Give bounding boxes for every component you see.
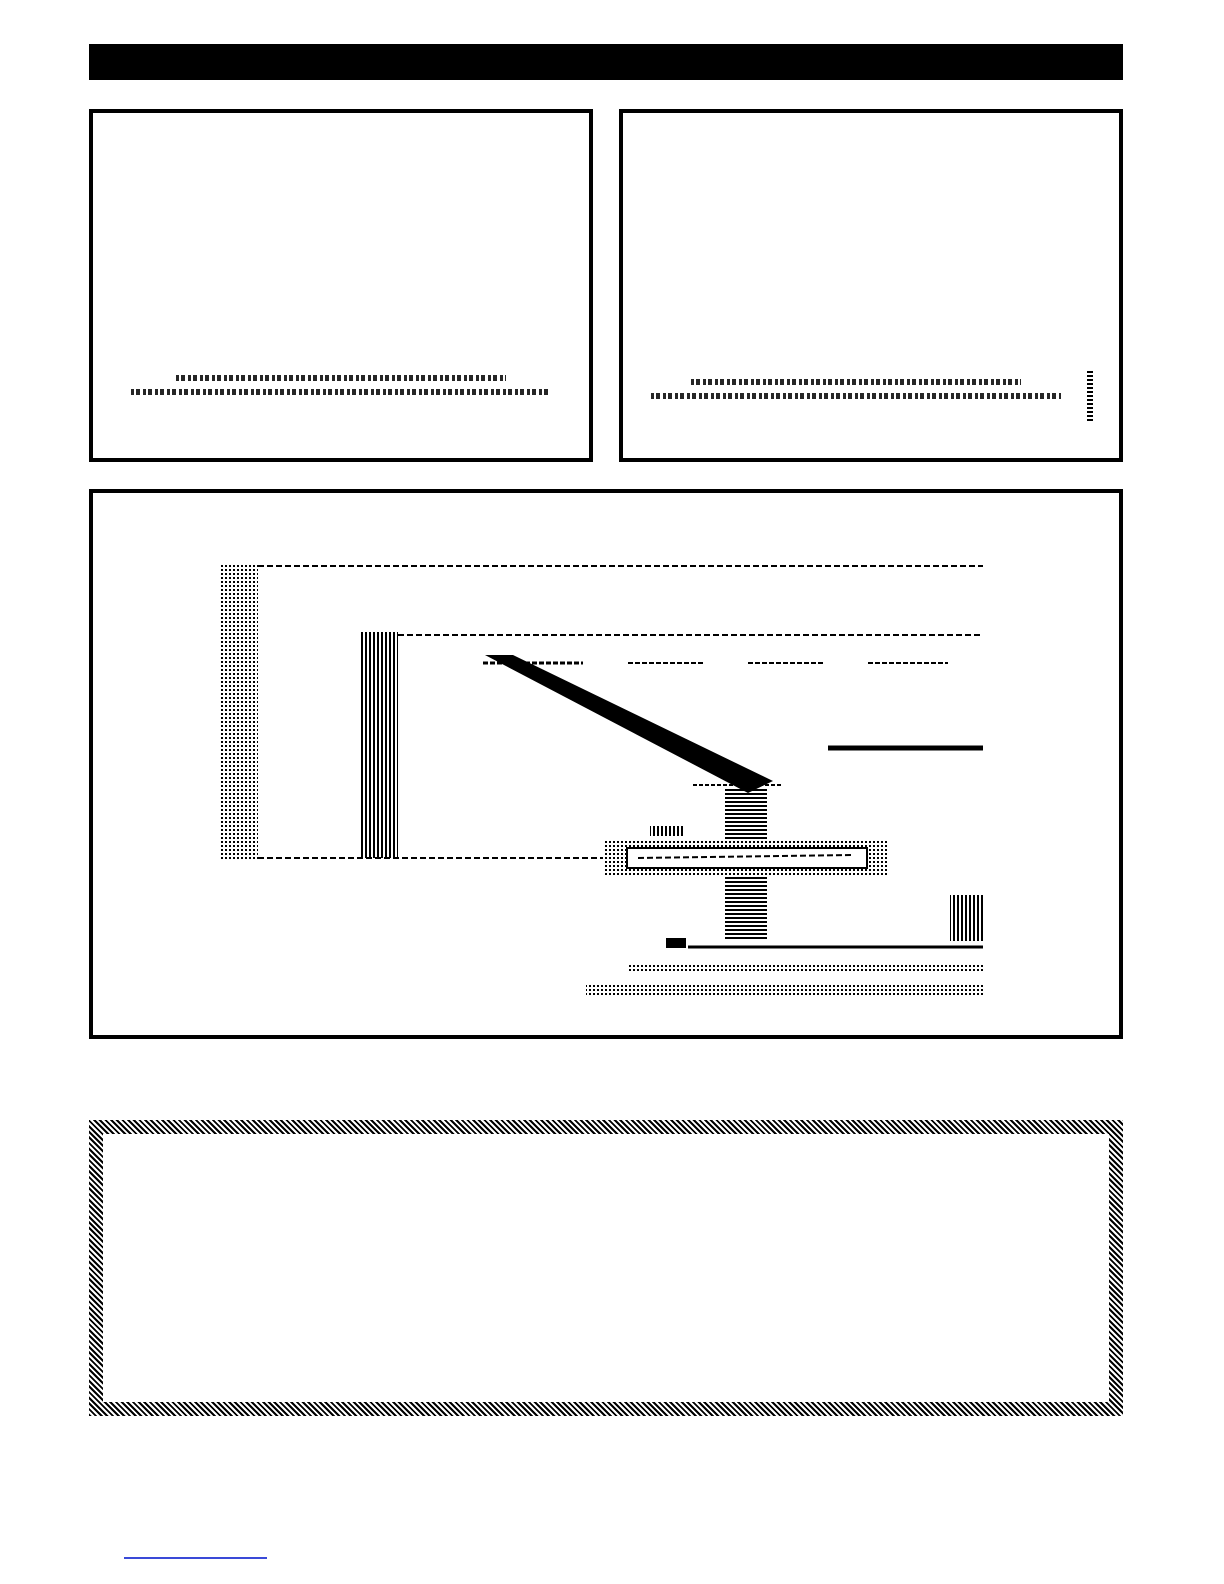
diagram-caption-line-2 bbox=[586, 985, 983, 997]
diagram-caption-line-1 bbox=[628, 963, 983, 973]
diagonal-band bbox=[485, 655, 773, 793]
notes-box-content bbox=[103, 1134, 1109, 1402]
footnote-rule bbox=[124, 1557, 267, 1559]
vertical-stem-upper bbox=[725, 789, 767, 841]
base-line-mark bbox=[666, 938, 686, 948]
side-tick-marks bbox=[1087, 371, 1093, 421]
horizontal-capsule-inner bbox=[627, 848, 867, 868]
diagram-graphic bbox=[93, 493, 1119, 1035]
caption-line-1 bbox=[176, 375, 506, 381]
caption-line-2 bbox=[651, 393, 1061, 399]
inner-vertical-block bbox=[360, 632, 398, 858]
capsule-label-mark bbox=[650, 826, 685, 836]
caption-line-2 bbox=[131, 389, 551, 395]
notes-box bbox=[89, 1120, 1123, 1416]
figure-panel-top-left bbox=[89, 109, 593, 462]
figure-caption bbox=[93, 375, 589, 403]
right-vertical-block bbox=[950, 895, 983, 941]
figure-caption bbox=[593, 379, 1119, 407]
figure-panel-top-right bbox=[619, 109, 1123, 462]
left-column-hatch bbox=[220, 564, 258, 860]
caption-line-1 bbox=[691, 379, 1021, 385]
header-bar bbox=[89, 44, 1123, 80]
diagram-panel bbox=[89, 489, 1123, 1039]
vertical-stem-lower bbox=[725, 875, 767, 941]
